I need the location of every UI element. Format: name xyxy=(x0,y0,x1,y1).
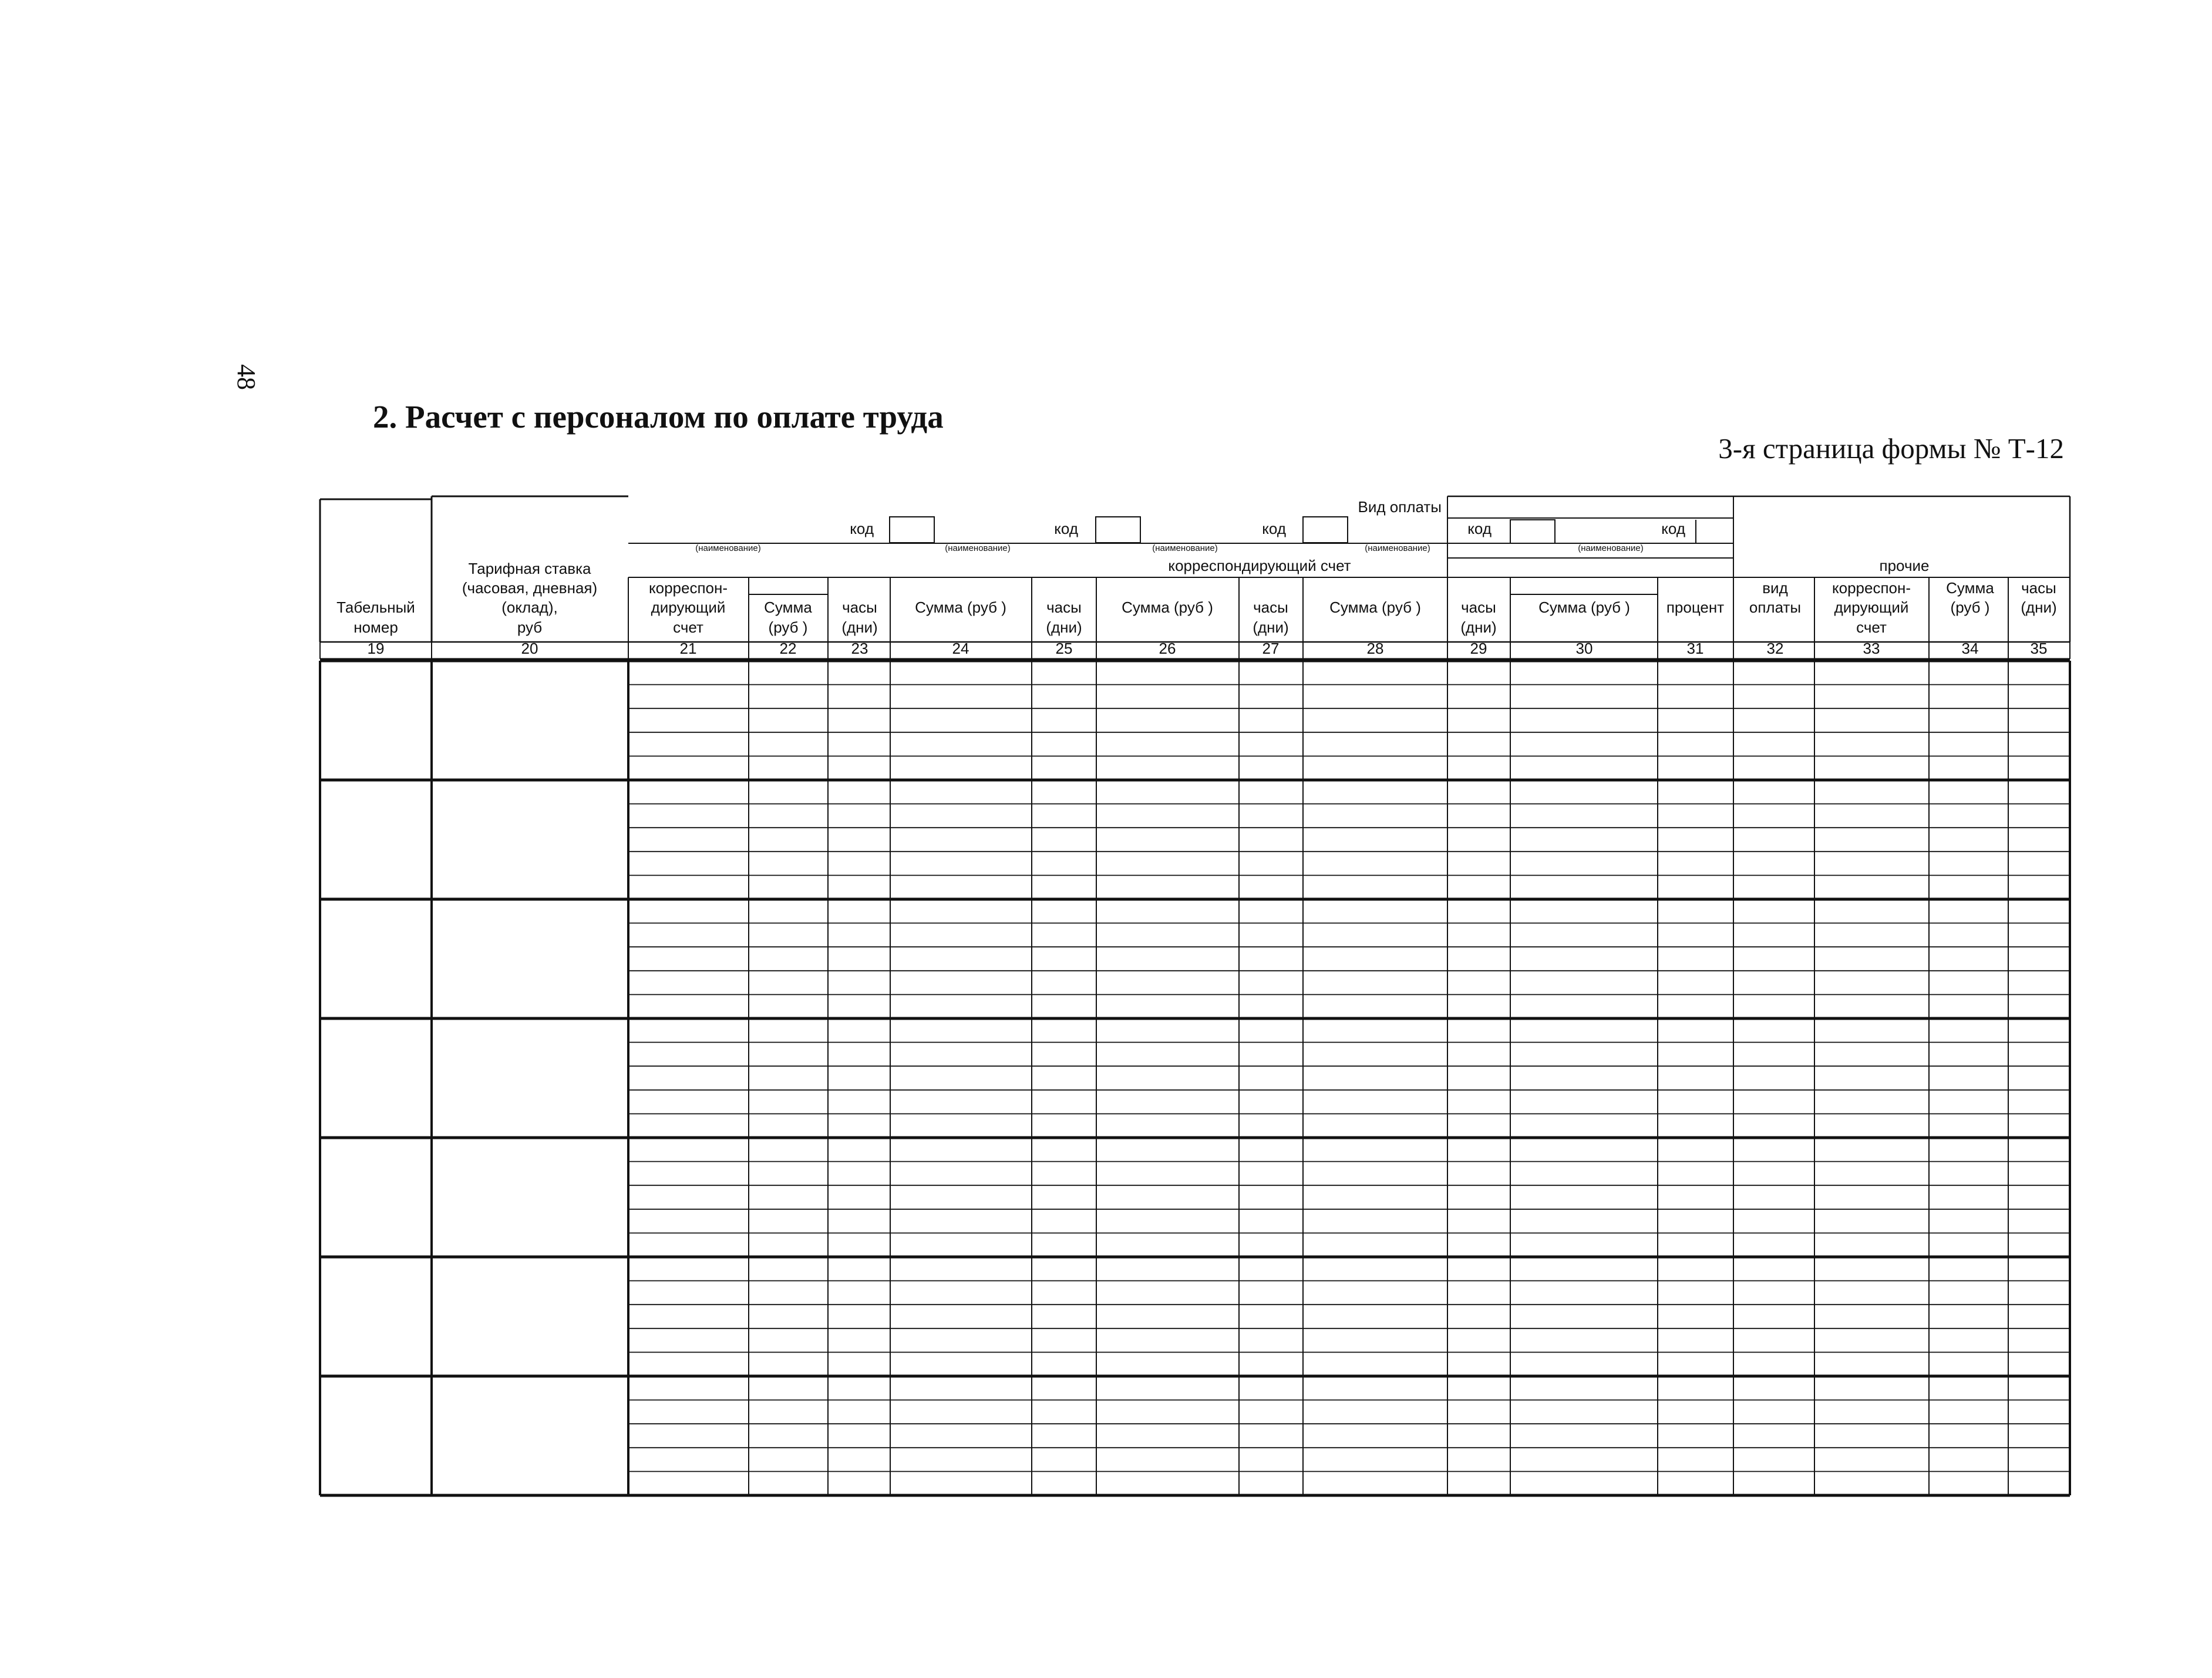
header-kod-3: код xyxy=(1262,520,1286,537)
col-number-27: 27 xyxy=(1262,640,1280,657)
header-col25-1: часы xyxy=(1046,598,1082,616)
header-col29-2: (дни) xyxy=(1460,618,1497,636)
header-kod-4: код xyxy=(1467,520,1491,537)
header-col22-2: (руб ) xyxy=(768,618,808,636)
header-col30: Сумма (руб ) xyxy=(1538,598,1630,616)
table-grid xyxy=(320,496,2070,1495)
col-number-22: 22 xyxy=(779,640,797,657)
page-number: 48 xyxy=(232,364,261,390)
col-number-31: 31 xyxy=(1686,640,1704,657)
header-kod-2: код xyxy=(1054,520,1078,537)
header-col32-1: вид xyxy=(1762,579,1788,597)
header-col34-2: (руб ) xyxy=(1950,598,1990,616)
col-number-29: 29 xyxy=(1470,640,1487,657)
header-naimenovanie-3: (наименование) xyxy=(1152,543,1218,553)
header-col33-2: дирующий xyxy=(1834,598,1909,616)
header-korresp-schet: корреспондирующий счет xyxy=(1168,557,1351,574)
col-number-33: 33 xyxy=(1863,640,1880,657)
header-prochie: прочие xyxy=(1879,557,1930,574)
header-tariff-3: (оклад), xyxy=(501,598,558,616)
header-tariff-1: Тарифная ставка xyxy=(468,560,591,577)
header-col23-2: (дни) xyxy=(841,618,878,636)
header-col25-2: (дни) xyxy=(1046,618,1082,636)
header-vid-oplaty: Вид оплаты xyxy=(1358,498,1442,516)
header-tab-number-1: Табельный xyxy=(336,598,415,616)
col-number-32: 32 xyxy=(1766,640,1784,657)
header-col21-3: счет xyxy=(673,618,703,636)
col-number-21: 21 xyxy=(679,640,697,657)
form-reference: 3-я страница формы № Т-12 xyxy=(1718,432,2064,465)
kod-box xyxy=(890,517,934,543)
header-col23-1: часы xyxy=(842,598,877,616)
header-col24: Сумма (руб ) xyxy=(915,598,1006,616)
header-tariff-2: (часовая, дневная) xyxy=(462,579,598,597)
header-col33-3: счет xyxy=(1856,618,1887,636)
kod-box xyxy=(1096,517,1140,543)
page-title: 2. Расчет с персоналом по оплате труда xyxy=(373,399,944,435)
col-number-26: 26 xyxy=(1159,640,1176,657)
header-col26: Сумма (руб ) xyxy=(1122,598,1213,616)
header-tab-number-2: номер xyxy=(353,618,398,636)
header-naimenovanie-5: (наименование) xyxy=(1578,543,1644,553)
header-col29-1: часы xyxy=(1461,598,1496,616)
header-col28: Сумма (руб ) xyxy=(1329,598,1421,616)
header-col34-1: Сумма xyxy=(1946,579,1994,597)
kod-box xyxy=(1303,517,1348,543)
col-number-19: 19 xyxy=(367,640,385,657)
header-col22-1: Сумма xyxy=(764,598,812,616)
col-number-25: 25 xyxy=(1055,640,1073,657)
header-tariff-4: руб xyxy=(517,618,543,636)
header-col35-1: часы xyxy=(2021,579,2056,597)
header-naimenovanie-1: (наименование) xyxy=(695,543,761,553)
header-kod-1: код xyxy=(850,520,874,537)
col-number-35: 35 xyxy=(2030,640,2048,657)
header-kod-5: код xyxy=(1661,520,1685,537)
col-number-34: 34 xyxy=(1961,640,1979,657)
col-number-30: 30 xyxy=(1575,640,1593,657)
header-col35-2: (дни) xyxy=(2021,598,2057,616)
header-col27-2: (дни) xyxy=(1253,618,1289,636)
header-col21-1: корреспон- xyxy=(648,579,728,597)
header-col32-2: оплаты xyxy=(1749,598,1802,616)
col-number-23: 23 xyxy=(851,640,868,657)
header-col33-1: корреспон- xyxy=(1831,579,1911,597)
kod-box xyxy=(1510,520,1555,543)
header-col27-1: часы xyxy=(1253,598,1288,616)
col-number-20: 20 xyxy=(521,640,538,657)
header-naimenovanie-2: (наименование) xyxy=(945,543,1011,553)
header-col21-2: дирующий xyxy=(651,598,726,616)
header-col31: процент xyxy=(1666,598,1725,616)
header-naimenovanie-4: (наименование) xyxy=(1365,543,1430,553)
col-number-28: 28 xyxy=(1366,640,1384,657)
col-number-24: 24 xyxy=(952,640,969,657)
